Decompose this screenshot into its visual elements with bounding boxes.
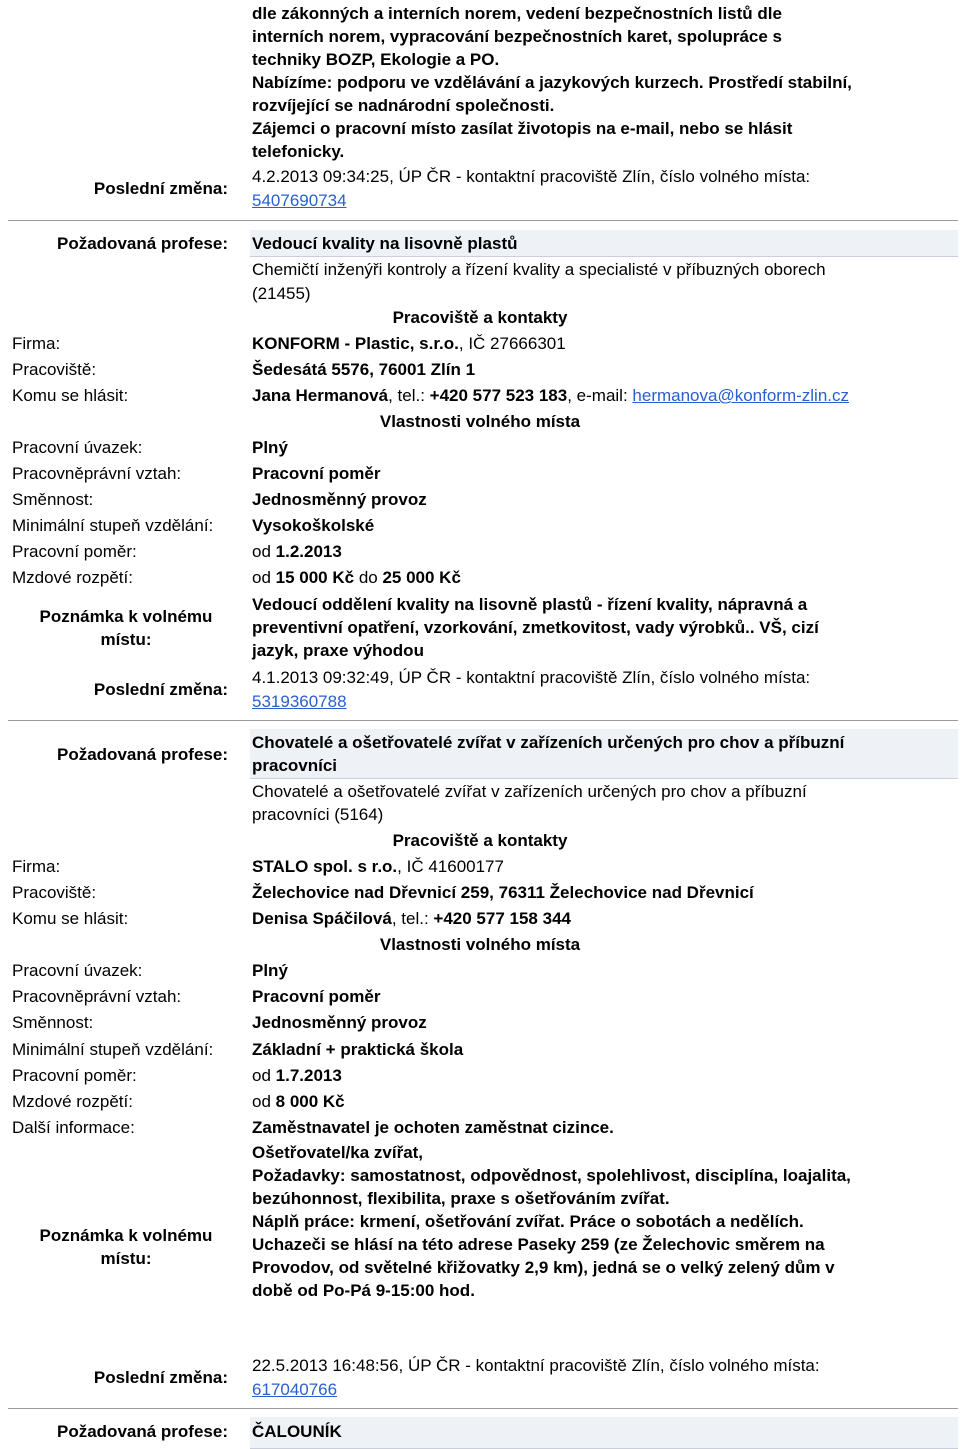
vzdelani-label: Minimální stupeň vzdělání: xyxy=(12,1040,214,1059)
job-title-box xyxy=(250,1417,958,1449)
last-change-label: Poslední změna: xyxy=(93,680,228,699)
firma-label: Firma: xyxy=(12,857,61,876)
dalsi-value: Zaměstnavatel je ochoten zaměstnat cizince. xyxy=(252,1118,614,1137)
last-change-text: 4.2.2013 09:34:25, ÚP ČR - kontaktní pracoviště Zlín, číslo volného místa: xyxy=(252,167,811,186)
pomer-value: od 1.7.2013 xyxy=(252,1066,342,1085)
uvazek-value: Plný xyxy=(252,438,288,457)
smennost-value: Jednosměnný provoz xyxy=(252,1013,427,1032)
firma-value: KONFORM - Plastic, s.r.o., IČ 27666301 xyxy=(252,334,566,353)
job-title: Chovatelé a ošetřovatelé zvířat v zařízeních určených pro chov a příbuzní pracovníci xyxy=(252,733,845,775)
uvazek-label: Pracovní úvazek: xyxy=(12,438,143,457)
vacancy-id-link[interactable]: 5407690734 xyxy=(252,191,347,210)
uvazek-value: Plný xyxy=(252,961,288,980)
vztah-value: Pracovní poměr xyxy=(252,464,381,483)
firma-value: STALO spol. s r.o., IČ 41600177 xyxy=(252,857,504,876)
mzda-label: Mzdové rozpětí: xyxy=(12,568,133,587)
record-divider xyxy=(8,720,958,721)
smennost-value: Jednosměnný provoz xyxy=(252,490,427,509)
mzda-value: od 15 000 Kč do 25 000 Kč xyxy=(252,568,461,587)
komu-value: Denisa Spáčilová, tel.: +420 577 158 344 xyxy=(252,909,571,928)
pracoviste-value: Želechovice nad Dřevnicí 259, 76311 Želechovice nad Dřevnicí xyxy=(252,883,754,902)
section-heading-contacts: Pracoviště a kontakty xyxy=(392,831,568,850)
job-category-code: (21455) xyxy=(252,284,311,303)
dalsi-label: Další informace: xyxy=(12,1118,135,1137)
job-category: Chovatelé a ošetřovatelé zvířat v zařízeních určených pro chov a příbuzní pracovníci (5164) xyxy=(252,782,807,824)
record-divider xyxy=(8,220,958,221)
komu-label: Komu se hlásit: xyxy=(12,909,129,928)
section-heading-contacts: Pracoviště a kontakty xyxy=(392,308,568,327)
smennost-label: Směnnost: xyxy=(12,490,94,509)
record-divider xyxy=(8,1408,958,1409)
pomer-value: od 1.2.2013 xyxy=(252,542,342,561)
smennost-label: Směnnost: xyxy=(12,1013,94,1032)
email-link[interactable]: hermanova@konform-zlin.cz xyxy=(632,386,850,405)
last-change-text: 22.5.2013 16:48:56, ÚP ČR - kontaktní pracoviště Zlín, číslo volného místa: xyxy=(252,1356,820,1375)
note-label: Poznámka k volnému místu: xyxy=(39,607,213,649)
pracoviste-label: Pracoviště: xyxy=(12,883,97,902)
job-title: ČALOUNÍK xyxy=(252,1422,342,1441)
profese-label: Požadovaná profese: xyxy=(57,1422,228,1441)
vzdelani-label: Minimální stupeň vzdělání: xyxy=(12,516,214,535)
mzda-value: od 8 000 Kč xyxy=(252,1092,345,1111)
pracoviste-label: Pracoviště: xyxy=(12,360,97,379)
section-heading-properties: Vlastnosti volného místa xyxy=(379,935,581,954)
profese-label: Požadovaná profese: xyxy=(57,745,228,764)
last-change-label: Poslední změna: xyxy=(93,179,228,198)
vzdelani-value: Základní + praktická škola xyxy=(252,1040,464,1059)
note-text: Vedoucí oddělení kvality na lisovně plastů - řízení kvality, nápravná a preventivní opatření, vzorkování, zmetkovitost, vady výrobků.. VŠ, cizí jazyk, praxe výhodou xyxy=(252,595,819,660)
uvazek-label: Pracovní úvazek: xyxy=(12,961,143,980)
komu-value: Jana Hermanová, tel.: +420 577 523 183, e-mail: hermanova@konform-zlin.cz xyxy=(252,386,850,405)
vztah-label: Pracovněprávní vztah: xyxy=(12,987,182,1006)
vacancy-id-link[interactable]: 617040766 xyxy=(252,1380,338,1399)
firma-label: Firma: xyxy=(12,334,61,353)
komu-label: Komu se hlásit: xyxy=(12,386,129,405)
vzdelani-value: Vysokoškolské xyxy=(252,516,375,535)
job-category: Chemičtí inženýři kontroly a řízení kvality a specialisté v příbuzných oborech xyxy=(252,260,826,279)
pracoviste-value: Šedesátá 5576, 76001 Zlín 1 xyxy=(252,360,476,379)
vztah-value: Pracovní poměr xyxy=(252,987,381,1006)
pomer-label: Pracovní poměr: xyxy=(12,542,137,561)
profese-label: Požadovaná profese: xyxy=(57,234,228,253)
vztah-label: Pracovněprávní vztah: xyxy=(12,464,182,483)
vacancy-id-link[interactable]: 5319360788 xyxy=(252,692,347,711)
section-heading-properties: Vlastnosti volného místa xyxy=(379,412,581,431)
mzda-label: Mzdové rozpětí: xyxy=(12,1092,133,1111)
pomer-label: Pracovní poměr: xyxy=(12,1066,137,1085)
note-label: Poznámka k volnému místu: xyxy=(39,1226,213,1268)
job-title: Vedoucí kvality na lisovně plastů xyxy=(252,234,518,253)
top-note-text: dle zákonných a interních norem, vedení bezpečnostních listů dle interních norem, vypracování bezpečnostních karet, spolupráce s techniky BOZP, Ekologie a PO. Nabízíme: podporu ve vzdělávání a jazykových kurzech. Prostředí stabilní, rozvíjející se nadnárodní společnosti. Zájemci o pracovní místo zasílat životopis na e-mail, nebo se hlásit telefonicky. xyxy=(252,4,852,161)
note-text: Ošetřovatel/ka zvířat, Požadavky: samostatnost, odpovědnost, spolehlivost, disciplína, loajalita, bezúhonnost, flexibilita, praxe s ošetřováním zvířat. Náplň práce: krmení, ošetřování zvířat. Práce o sobotách a nedělích. Uchazeči se hlásí na této adrese Paseky 259 (ze Želechovic směrem na Provodov, od světelné křižovatky 2,9 km), jedná se o velký zelený dům v době od Po-Pá 9-15:00 hod. xyxy=(252,1143,851,1300)
last-change-label: Poslední změna: xyxy=(93,1368,228,1387)
last-change-text: 4.1.2013 09:32:49, ÚP ČR - kontaktní pracoviště Zlín, číslo volného místa: xyxy=(252,668,811,687)
